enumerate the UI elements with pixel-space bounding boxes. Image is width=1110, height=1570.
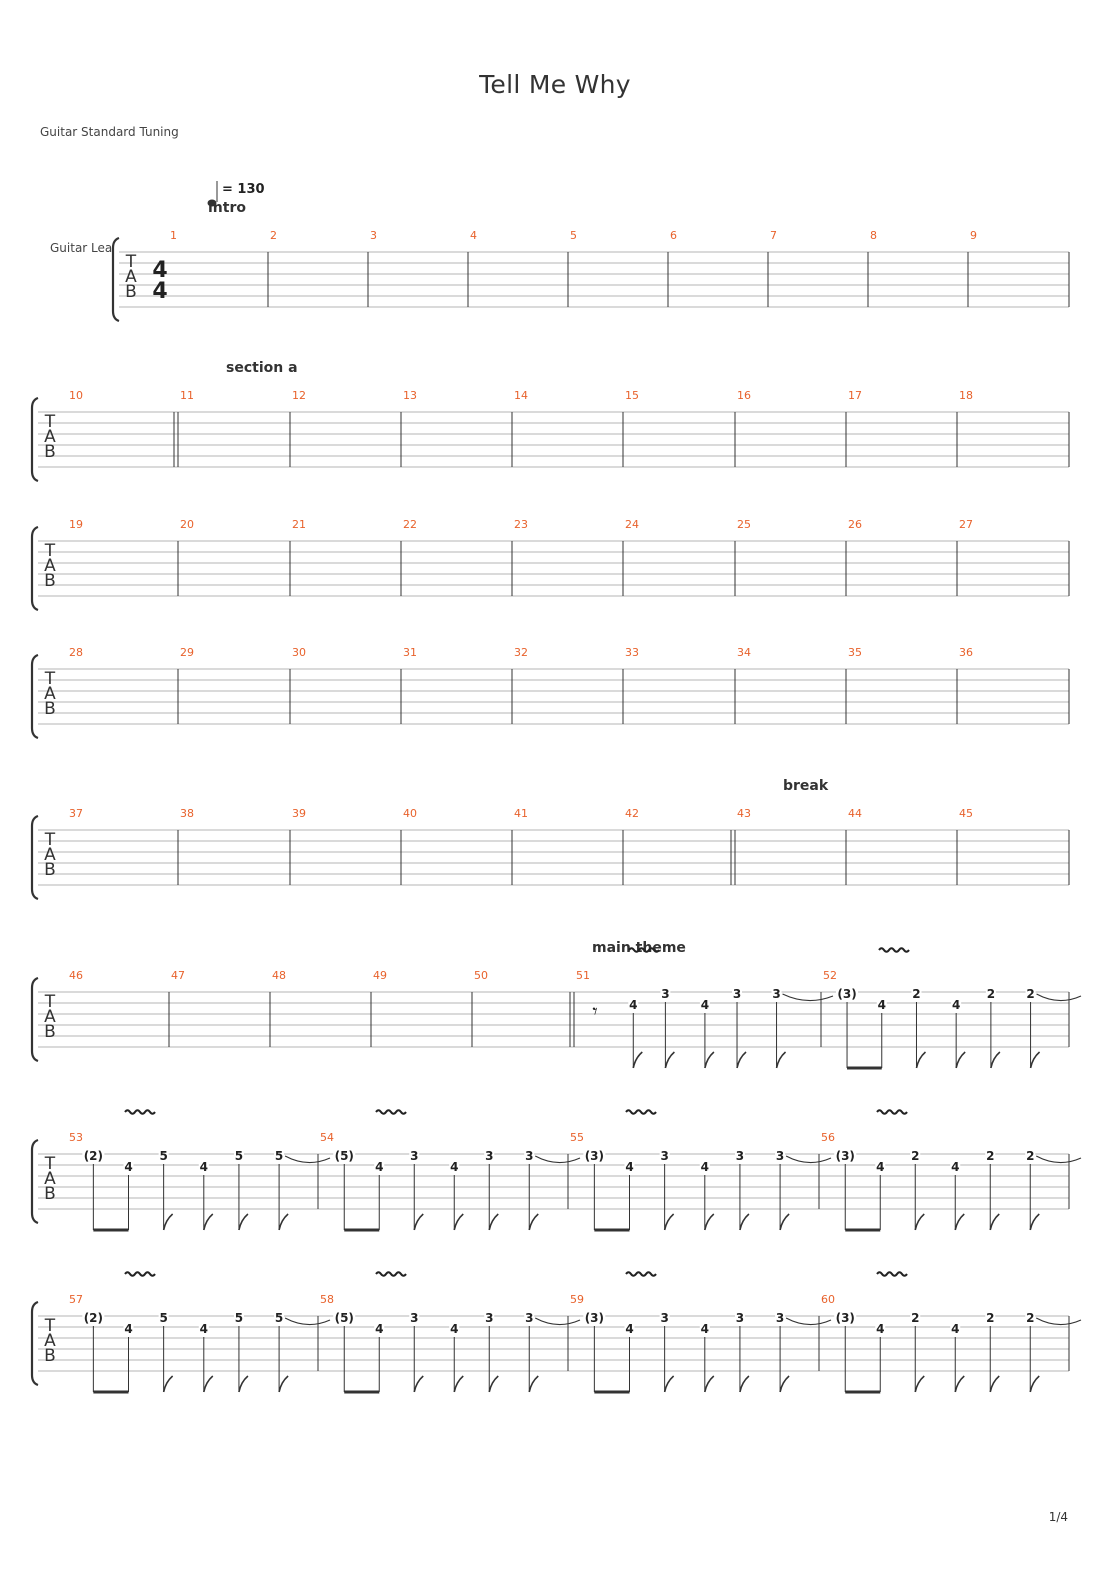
note-flag	[915, 1376, 924, 1392]
note-flag	[955, 1214, 964, 1230]
bar-number: 42	[625, 807, 639, 820]
tie-arc	[786, 1156, 831, 1163]
tab-clef-letter: A	[44, 1331, 56, 1351]
fret-number: 5	[159, 1149, 168, 1163]
vibrato-mark	[626, 1272, 656, 1276]
bar-number: 1	[170, 229, 177, 242]
fret-number: 4	[450, 1322, 459, 1336]
fret-number: 5	[234, 1311, 244, 1325]
fret-number: 3	[735, 1311, 745, 1325]
bar-number: 28	[69, 646, 83, 659]
bar-number: 15	[625, 389, 639, 402]
bar-number: 47	[171, 969, 185, 982]
tab-clef-letter: T	[44, 1316, 56, 1336]
bar-number: 6	[670, 229, 677, 242]
vibrato-mark	[125, 1272, 155, 1276]
fret-number: 4	[124, 1322, 133, 1336]
bar-number: 46	[69, 969, 83, 982]
fret-number: 3	[525, 1149, 534, 1163]
fret-number: 3	[660, 1311, 669, 1325]
bar-number: 44	[848, 807, 862, 820]
system-bracket	[32, 978, 38, 1061]
bar-number: 23	[514, 518, 528, 531]
fret-number: 4	[629, 998, 638, 1012]
bar-number: 2	[270, 229, 277, 242]
note-flag	[454, 1214, 463, 1230]
note-flag	[414, 1376, 423, 1392]
fret-number: 4	[124, 1160, 133, 1174]
bar-number: 45	[959, 807, 973, 820]
bar-number: 5	[570, 229, 577, 242]
bar-number: 16	[737, 389, 751, 402]
note-flag	[164, 1214, 173, 1230]
fret-number: 4	[450, 1160, 459, 1174]
note-flag	[1030, 1376, 1039, 1392]
fret-number: 4	[700, 998, 710, 1012]
tuning-label: Guitar Standard Tuning	[40, 125, 179, 139]
system-bracket	[113, 238, 119, 321]
note-flag	[665, 1052, 674, 1068]
tab-clef-letter: B	[44, 571, 56, 591]
section-label: section a	[226, 360, 298, 376]
vibrato-mark	[125, 1110, 155, 1114]
fret-number: (3)	[835, 1311, 855, 1325]
bar-number: 33	[625, 646, 639, 659]
time-signature-top: 4	[152, 258, 168, 283]
tab-clef-letter: B	[44, 699, 56, 719]
tab-clef-letter: T	[44, 1154, 56, 1174]
bar-number: 25	[737, 518, 751, 531]
bar-number: 12	[292, 389, 306, 402]
note-flag	[777, 1052, 786, 1068]
tie-arc	[535, 1156, 580, 1163]
fret-number: 3	[485, 1149, 494, 1163]
bar-number: 24	[625, 518, 639, 531]
tab-clef-letter: T	[44, 541, 56, 561]
bar-number: 57	[69, 1293, 83, 1306]
note-flag	[990, 1376, 999, 1392]
note-flag	[1030, 1214, 1039, 1230]
fret-number: 3	[410, 1311, 419, 1325]
section-label: intro	[208, 200, 246, 216]
fret-number: 5	[234, 1149, 244, 1163]
note-flag	[780, 1214, 789, 1230]
tab-clef-letter: A	[44, 684, 56, 704]
fret-number: 3	[772, 987, 781, 1001]
bar-number: 10	[69, 389, 83, 402]
note-flag	[633, 1052, 642, 1068]
bar-number: 55	[570, 1131, 584, 1144]
fret-number: (3)	[584, 1149, 605, 1163]
tab-clef-letter: A	[44, 556, 56, 576]
bar-number: 39	[292, 807, 306, 820]
note-flag	[705, 1052, 714, 1068]
note-flag	[204, 1376, 213, 1392]
system-bracket	[32, 1302, 38, 1385]
bar-number: 54	[320, 1131, 334, 1144]
note-flag	[916, 1052, 925, 1068]
note-flag	[239, 1214, 248, 1230]
fret-number: 5	[274, 1149, 284, 1163]
bar-number: 9	[970, 229, 977, 242]
page-number: 1/4	[1048, 1510, 1068, 1524]
bar-number: 50	[474, 969, 488, 982]
tab-clef-letter: T	[125, 252, 137, 272]
song-title: Tell Me Why	[479, 70, 631, 99]
bar-number: 49	[373, 969, 387, 982]
tie-arc	[783, 994, 833, 1001]
vibrato-mark	[376, 1110, 406, 1114]
tie-arc	[1037, 994, 1081, 1001]
fret-number: 3	[660, 1149, 669, 1163]
bar-number: 38	[180, 807, 194, 820]
eighth-rest: 𝄾	[592, 999, 598, 1023]
fret-number: 2	[986, 987, 996, 1001]
fret-number: 4	[700, 1160, 709, 1174]
tab-clef-letter: A	[44, 1169, 56, 1189]
note-flag	[665, 1376, 674, 1392]
fret-number: (2)	[83, 1311, 104, 1325]
note-flag	[529, 1214, 538, 1230]
fret-number: 2	[911, 1311, 920, 1325]
system-bracket	[32, 816, 38, 899]
bar-number: 11	[180, 389, 194, 402]
fret-number: 4	[876, 1322, 885, 1336]
tab-clef-letter: T	[44, 830, 56, 850]
note-flag	[204, 1214, 213, 1230]
vibrato-mark	[376, 1272, 406, 1276]
bar-number: 17	[848, 389, 862, 402]
system-bracket	[32, 655, 38, 738]
note-flag	[164, 1376, 173, 1392]
bar-number: 41	[514, 807, 528, 820]
note-flag	[991, 1052, 1000, 1068]
note-flag	[279, 1214, 288, 1230]
tab-clef-letter: A	[125, 267, 137, 287]
bar-number: 56	[821, 1131, 835, 1144]
bar-number: 37	[69, 807, 83, 820]
bar-number: 20	[180, 518, 194, 531]
tab-clef-letter: B	[44, 860, 56, 880]
vibrato-mark	[879, 948, 909, 952]
fret-number: 4	[876, 1160, 885, 1174]
fret-number: 2	[986, 1149, 995, 1163]
tie-arc	[1036, 1156, 1081, 1163]
note-flag	[239, 1376, 248, 1392]
bar-number: 51	[576, 969, 590, 982]
bar-number: 31	[403, 646, 417, 659]
bar-number: 35	[848, 646, 862, 659]
bar-number: 7	[770, 229, 777, 242]
fret-number: 4	[199, 1160, 208, 1174]
bar-number: 18	[959, 389, 973, 402]
note-flag	[1031, 1052, 1040, 1068]
section-label: main theme	[592, 940, 686, 956]
fret-number: 4	[625, 1322, 634, 1336]
fret-number: 4	[951, 1160, 960, 1174]
tie-arc	[786, 1318, 831, 1325]
bar-number: 19	[69, 518, 83, 531]
bar-number: 3	[370, 229, 377, 242]
fret-number: 2	[1026, 1149, 1035, 1163]
bar-number: 48	[272, 969, 286, 982]
tab-clef-letter: T	[44, 992, 56, 1012]
note-flag	[454, 1376, 463, 1392]
section-label: break	[783, 778, 829, 794]
vibrato-mark	[877, 1110, 907, 1114]
fret-number: 4	[700, 1322, 709, 1336]
bar-number: 26	[848, 518, 862, 531]
fret-number: (2)	[83, 1149, 104, 1163]
note-flag	[489, 1376, 498, 1392]
fret-number: 5	[159, 1311, 168, 1325]
bar-number: 53	[69, 1131, 83, 1144]
bar-number: 30	[292, 646, 306, 659]
fret-number: 3	[410, 1149, 419, 1163]
time-signature-bottom: 4	[152, 279, 168, 304]
note-flag	[705, 1376, 714, 1392]
fret-number: 3	[735, 1149, 745, 1163]
fret-number: 3	[525, 1311, 534, 1325]
tab-clef-letter: B	[125, 282, 137, 302]
fret-number: 4	[375, 1160, 384, 1174]
fret-number: (3)	[835, 1149, 855, 1163]
bar-number: 58	[320, 1293, 334, 1306]
fret-number: 2	[1026, 1311, 1035, 1325]
fret-number: (5)	[334, 1149, 354, 1163]
tie-arc	[285, 1318, 330, 1325]
bar-number: 52	[823, 969, 837, 982]
bar-number: 27	[959, 518, 973, 531]
bar-number: 40	[403, 807, 417, 820]
fret-number: 4	[877, 998, 886, 1012]
vibrato-mark	[877, 1272, 907, 1276]
tie-arc	[535, 1318, 580, 1325]
bar-number: 60	[821, 1293, 835, 1306]
note-flag	[915, 1214, 924, 1230]
fret-number: 2	[986, 1311, 995, 1325]
bar-number: 29	[180, 646, 194, 659]
bar-number: 43	[737, 807, 751, 820]
bar-number: 22	[403, 518, 417, 531]
note-flag	[705, 1214, 714, 1230]
bar-number: 13	[403, 389, 417, 402]
fret-number: (5)	[334, 1311, 354, 1325]
bar-number: 8	[870, 229, 877, 242]
tab-clef-letter: A	[44, 427, 56, 447]
tab-clef-letter: A	[44, 845, 56, 865]
fret-number: 3	[775, 1149, 785, 1163]
tie-arc	[1036, 1318, 1081, 1325]
fret-number: 3	[661, 987, 670, 1001]
fret-number: (3)	[837, 987, 857, 1001]
bar-number: 36	[959, 646, 973, 659]
bar-number: 21	[292, 518, 306, 531]
note-flag	[414, 1214, 423, 1230]
fret-number: 3	[732, 987, 742, 1001]
fret-number: 3	[485, 1311, 494, 1325]
fret-number: 2	[911, 1149, 920, 1163]
note-flag	[740, 1376, 749, 1392]
note-flag	[740, 1214, 749, 1230]
bar-number: 59	[570, 1293, 584, 1306]
note-flag	[956, 1052, 965, 1068]
note-flag	[665, 1214, 674, 1230]
tab-clef-letter: A	[44, 1007, 56, 1027]
bar-number: 32	[514, 646, 528, 659]
bar-number: 4	[470, 229, 477, 242]
tab-clef-letter: B	[44, 442, 56, 462]
system-bracket	[32, 1140, 38, 1223]
tab-clef-letter: T	[44, 412, 56, 432]
tempo-marking: = 130	[222, 182, 265, 197]
fret-number: 2	[1026, 987, 1035, 1001]
system-bracket	[32, 398, 38, 481]
note-flag	[279, 1376, 288, 1392]
fret-number: 3	[775, 1311, 785, 1325]
note-flag	[737, 1052, 746, 1068]
note-flag	[529, 1376, 538, 1392]
fret-number: 5	[274, 1311, 284, 1325]
fret-number: (3)	[584, 1311, 605, 1325]
fret-number: 4	[951, 998, 961, 1012]
tab-clef-letter: T	[44, 669, 56, 689]
fret-number: 4	[951, 1322, 960, 1336]
tab-clef-letter: B	[44, 1022, 56, 1042]
note-flag	[990, 1214, 999, 1230]
fret-number: 2	[912, 987, 921, 1001]
note-flag	[955, 1376, 964, 1392]
fret-number: 4	[199, 1322, 208, 1336]
fret-number: 4	[375, 1322, 384, 1336]
bar-number: 14	[514, 389, 528, 402]
system-bracket	[32, 527, 38, 610]
tab-clef-letter: B	[44, 1346, 56, 1366]
bar-number: 34	[737, 646, 751, 659]
track-name: Guitar Lea	[50, 241, 113, 255]
fret-number: 4	[625, 1160, 634, 1174]
tab-clef-letter: B	[44, 1184, 56, 1204]
tie-arc	[285, 1156, 330, 1163]
note-flag	[489, 1214, 498, 1230]
vibrato-mark	[626, 1110, 656, 1114]
note-flag	[780, 1376, 789, 1392]
